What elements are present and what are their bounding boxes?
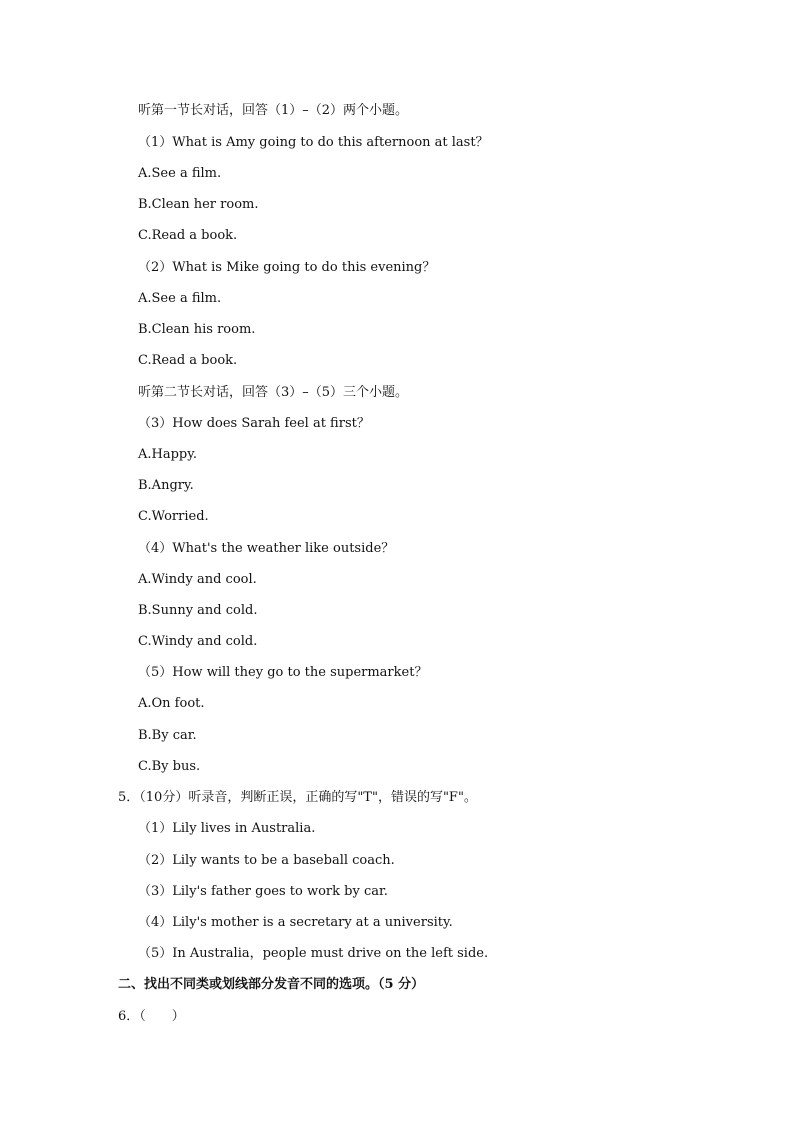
question-4: （4）What's the weather like outside？: [138, 541, 395, 556]
option-2c: C.Read a book.: [138, 353, 238, 368]
section-intro-2: 听第二节长对话，回答（3）–（5）三个小题。: [138, 385, 409, 400]
tf-statement-3: （3）Lily's father goes to work by car.: [138, 884, 388, 899]
option-5b: B.By car.: [138, 728, 197, 743]
tf-statement-5: （5）In Australia，people must drive on the left side.: [138, 946, 489, 961]
question-6: 6．（ ）: [118, 1009, 185, 1024]
option-5a: A.On foot.: [138, 696, 205, 711]
question-1: （1）What is Amy going to do this afternoon at last？: [138, 135, 489, 150]
section-intro-1: 听第一节长对话，回答（1）–（2）两个小题。: [138, 103, 409, 118]
option-1a: A.See a film.: [138, 166, 222, 181]
option-3b: B.Angry.: [138, 478, 194, 493]
option-3a: A.Happy.: [138, 447, 198, 462]
option-2a: A.See a film.: [138, 291, 222, 306]
tf-statement-4: （4）Lily's mother is a secretary at a university.: [138, 915, 453, 930]
tf-statement-1: （1）Lily lives in Australia.: [138, 821, 316, 836]
option-4c: C.Windy and cold.: [138, 634, 258, 649]
option-4b: B.Sunny and cold.: [138, 603, 258, 618]
option-5c: C.By bus.: [138, 759, 201, 774]
option-1b: B.Clean her room.: [138, 197, 259, 212]
option-2b: B.Clean his room.: [138, 322, 256, 337]
option-1c: C.Read a book.: [138, 228, 238, 243]
section-5-heading: 5．（10分）听录音，判断正误，正确的写"T"，错误的写"F"。: [118, 790, 477, 805]
tf-statement-2: （2）Lily wants to be a baseball coach.: [138, 853, 395, 868]
part-2-heading: 二、找出不同类或划线部分发音不同的选项。（5 分）: [118, 977, 425, 992]
question-2: （2）What is Mike going to do this evening？: [138, 260, 436, 275]
question-5: （5）How will they go to the supermarket？: [138, 665, 428, 680]
question-3: （3）How does Sarah feel at first？: [138, 416, 370, 431]
option-4a: A.Windy and cool.: [138, 572, 257, 587]
option-3c: C.Worried.: [138, 509, 209, 524]
